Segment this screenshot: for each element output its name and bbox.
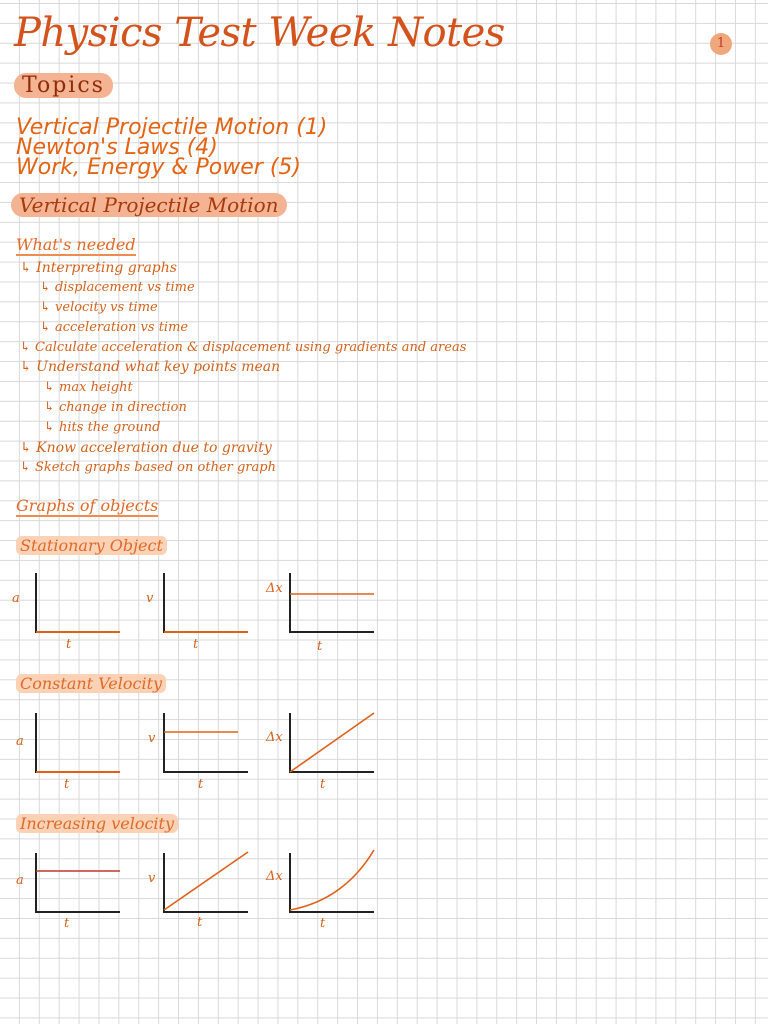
- graph-axes: [36, 853, 120, 912]
- list-item: ↳ hits the ground: [44, 420, 161, 435]
- axis-label-v: v: [148, 871, 156, 886]
- section-heading: [11, 193, 287, 217]
- graph-group-label-text: Constant Velocity: [16, 674, 166, 693]
- axis-label-t: t: [317, 639, 323, 654]
- list-item: ↳ Understand what key points mean: [20, 359, 281, 375]
- axis-label-t: t: [320, 916, 326, 931]
- graphs-heading-label: Graphs of objects: [16, 496, 159, 515]
- axis-label-t: t: [198, 777, 204, 792]
- list-item: ↳ Know acceleration due to gravity: [20, 440, 272, 456]
- graphs-heading: [16, 496, 158, 515]
- page-number-badge: 1: [710, 33, 732, 55]
- graph-group-label: [16, 674, 166, 693]
- graph-axes: [290, 573, 374, 632]
- graph-constant-dx: [284, 710, 379, 775]
- topic-item: Work, Energy & Power (5): [16, 155, 301, 180]
- axis-label-v: v: [146, 591, 154, 606]
- axis-label-v: v: [148, 731, 156, 746]
- graph-increasing-a: [30, 850, 125, 915]
- whats-needed-heading: [16, 235, 136, 254]
- graph-increasing-dx: [284, 850, 379, 915]
- graph-line: [290, 713, 374, 772]
- graph-stationary-dx: [284, 570, 379, 635]
- graph-axes: [164, 573, 248, 632]
- graph-increasing-v: [158, 850, 253, 915]
- graph-group-label: [16, 536, 167, 555]
- list-item: ↳ velocity vs time: [40, 300, 158, 315]
- graph-curve: [290, 850, 374, 910]
- graph-axes: [164, 853, 248, 912]
- whats-needed-label: What's needed: [16, 235, 136, 254]
- topics-heading-label: Topics: [14, 73, 113, 98]
- graph-stationary-a: [30, 570, 125, 635]
- list-item: ↳ acceleration vs time: [40, 320, 189, 335]
- axis-label-dx: Δx: [266, 730, 283, 745]
- topics-heading: [14, 73, 113, 98]
- page-title: Physics Test Week Notes: [14, 10, 505, 56]
- list-item: ↳ change in direction: [44, 400, 187, 415]
- topic-item: Newton's Laws (4): [16, 135, 218, 160]
- section-heading-label: Vertical Projectile Motion: [11, 193, 287, 217]
- graph-group-label: [16, 814, 178, 833]
- list-item: ↳ displacement vs time: [40, 280, 195, 295]
- axis-label-a: a: [12, 591, 20, 606]
- graph-stationary-v: [158, 570, 253, 635]
- graph-constant-v: [158, 710, 253, 775]
- list-item: ↳ max height: [44, 380, 133, 395]
- list-item: ↳ Sketch graphs based on other graph: [20, 460, 276, 475]
- axis-label-t: t: [66, 637, 72, 652]
- axis-label-t: t: [193, 637, 199, 652]
- graph-line: [164, 852, 248, 910]
- graph-constant-a: [30, 710, 125, 775]
- axis-label-a: a: [16, 734, 24, 749]
- list-item: ↳ Interpreting graphs: [20, 260, 177, 276]
- axis-label-t: t: [197, 915, 203, 930]
- graph-group-label-text: Increasing velocity: [16, 814, 178, 833]
- graph-axes: [36, 713, 120, 772]
- axis-label-dx: Δx: [266, 869, 283, 884]
- graph-group-label-text: Stationary Object: [16, 536, 167, 555]
- axis-label-dx: Δx: [266, 581, 283, 596]
- graph-axes: [290, 853, 374, 912]
- axis-label-a: a: [16, 873, 24, 888]
- list-item: ↳ Calculate acceleration & displacement using gradients and areas: [20, 340, 467, 355]
- axis-label-t: t: [64, 916, 70, 931]
- axis-label-t: t: [320, 777, 326, 792]
- topic-item: Vertical Projectile Motion (1): [16, 115, 328, 140]
- graph-axes: [36, 573, 120, 632]
- graph-axes: [164, 713, 248, 772]
- axis-label-t: t: [64, 777, 70, 792]
